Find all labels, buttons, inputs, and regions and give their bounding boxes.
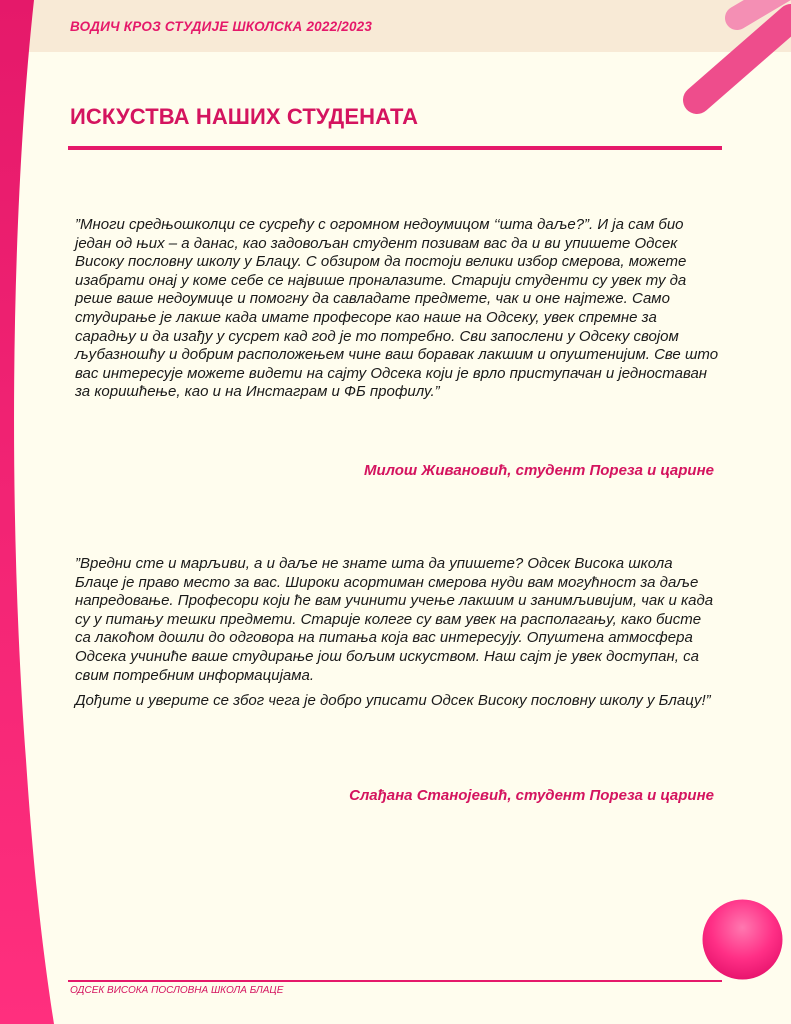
title-divider: [68, 146, 722, 150]
testimonial: [75, 216, 720, 409]
left-decorative-curve: [0, 0, 60, 1024]
testimonial-quote: ”Многи средњошколци се сусрећу с огромном недоумицом ‘‘шта даље?”. И ја сам био један од њих – а данас, као задовољан студент позивам вас да и ви упишете Одсек Високу пословну школу у Блацу. С обзиром да постоји велики избор смерова, можете изабрати онај у коме себе се највише проналазите. Старији студенти су увек ту да реше ваше недоумице и помогну да савладате предмете, чак и оне најтеже. Само студирање је лакше када имате професоре као наше на Одсеку, увек спремне за сарадњу и да изађу у сусрет кад год је то потребно. Сви запослени у Одсеку својом љубазношћу и добрим расположењем чине ваш боравак лакшим и опуштенијим. Све што вас интересује можете видети на сајту Одсека који је врло приступачан и једноставан за коришћење, као и на Инстаграм и ФБ профилу.”: [75, 216, 719, 401]
footer-divider: [68, 980, 722, 982]
testimonial: [75, 555, 720, 718]
page-title: ИСКУСТВА НАШИХ СТУДЕНАТА: [70, 104, 419, 129]
testimonial-author: Милош Живановић, студент Пореза и царине: [363, 462, 714, 479]
testimonial-quote-closing: Дођите и уверите се због чега је добро уписати Одсек Високу пословну школу у Блацу!”: [75, 692, 711, 710]
decorative-sphere: [700, 897, 785, 982]
footer-text: ОДСЕК ВИСОКА ПОСЛОВНА ШКОЛА БЛАЦЕ: [70, 985, 284, 996]
running-head: ВОДИЧ КРОЗ СТУДИЈЕ ШКОЛСКА 2022/2023: [70, 19, 373, 34]
testimonial-quote: ”Вредни сте и марљиви, а и даље не знате шта да упишете? Одсек Висока школа Блаце је право место за вас. Широки асортиман смерова нуди вам могућност за даље напредовање. Професори који ће вам учинити учење лакшим и занимљивијим, чак и када су у питању тешки предмети. Старије колеге су вам увек на располагању, како бисте са лакоћом дошли до одговора на питања која вас интересују. Опуштена атмосфера Одсека учиниће ваше студирање још бољим искуством. Наш сајт је увек доступан, са свим потребним информацијама.: [75, 555, 714, 684]
top-right-decorative-stripes: [671, 0, 791, 125]
testimonial-author: Слађана Станојевић, студент Пореза и царине: [349, 787, 714, 804]
